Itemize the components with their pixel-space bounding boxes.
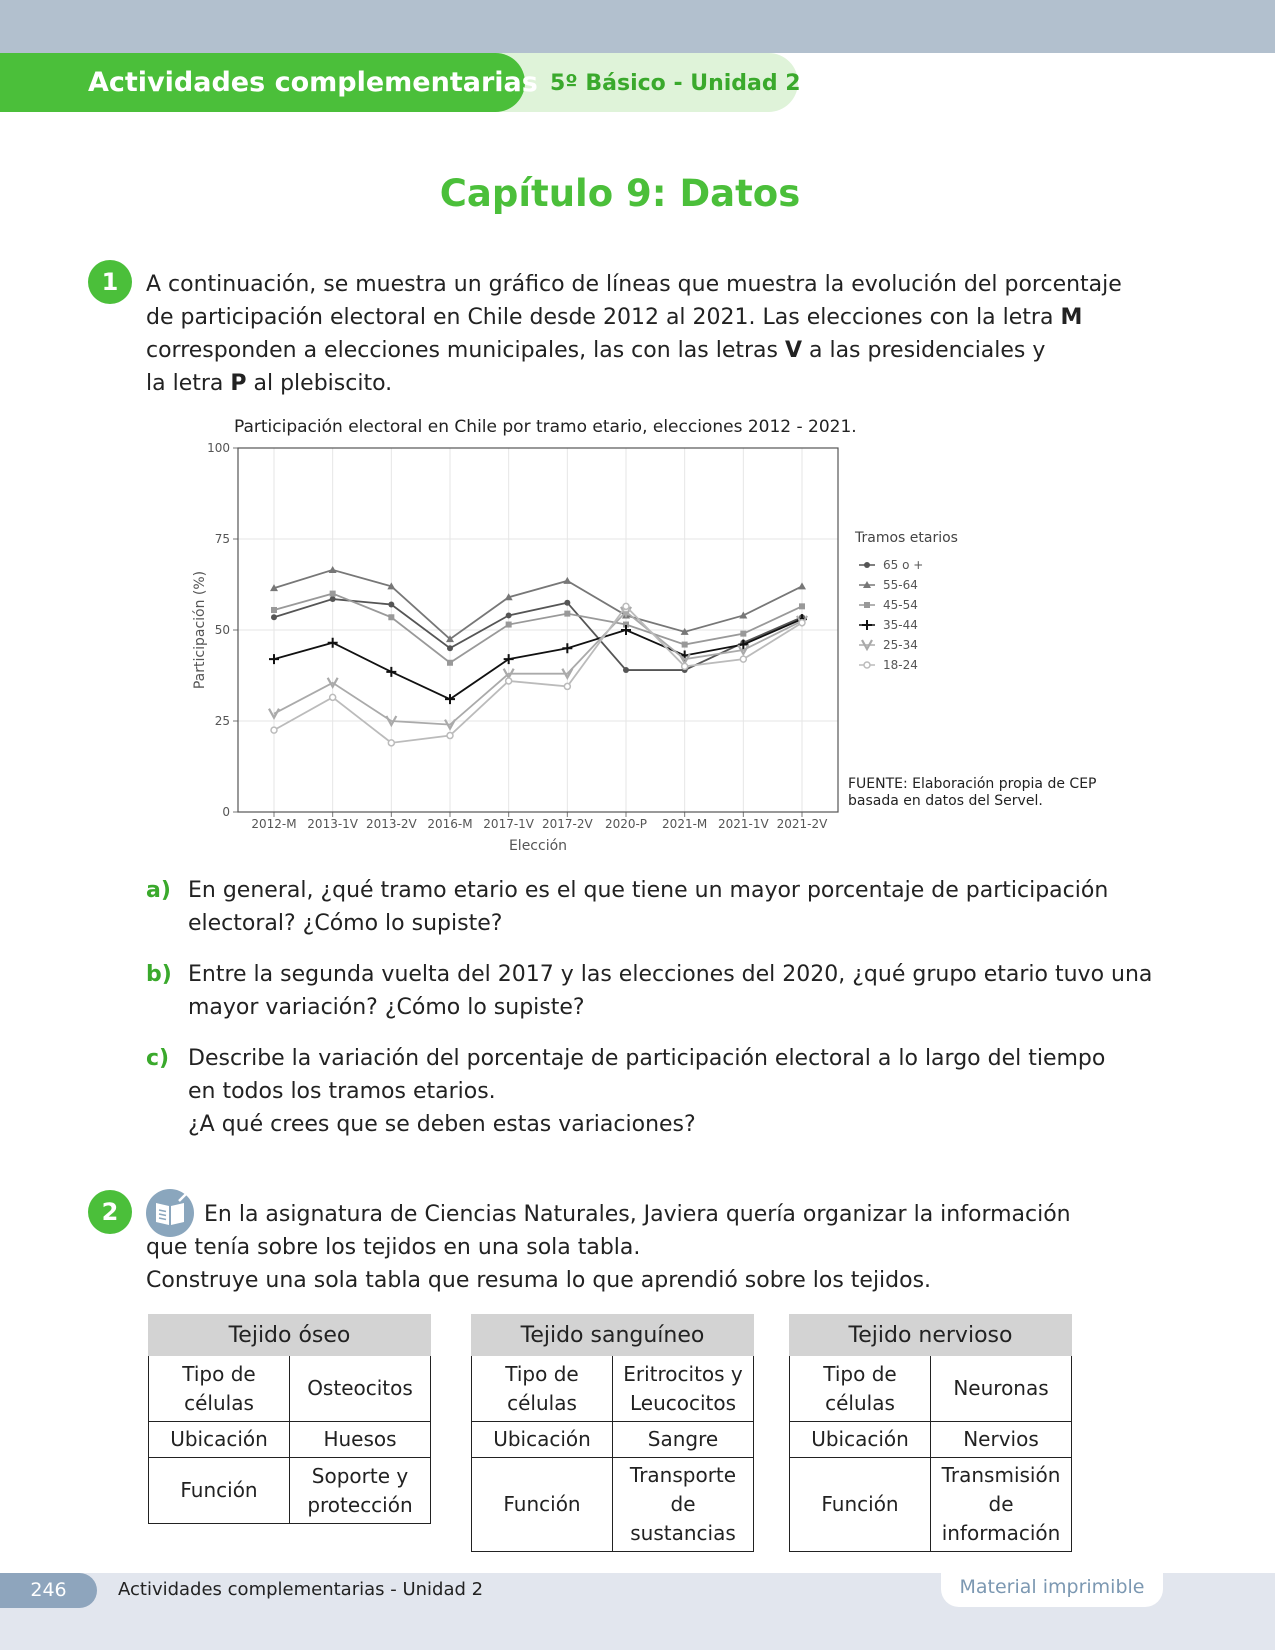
question-a-label: a) bbox=[146, 878, 171, 903]
data-point bbox=[329, 566, 337, 573]
table-cell: Nervios bbox=[931, 1422, 1072, 1458]
exercise-1-line-1: A continuación, se muestra un gráfico de líneas que muestra la evolución del porcentaje bbox=[146, 272, 1122, 297]
participation-chart bbox=[180, 410, 1110, 860]
legend-label: 18-24 bbox=[883, 658, 918, 672]
data-point bbox=[386, 667, 396, 677]
exercise-2-line-3: Construye una sola tabla que resuma lo que aprendió sobre los tejidos. bbox=[146, 1268, 932, 1293]
legend-label: 45-54 bbox=[883, 598, 918, 612]
table-cell: Transporte de sustancias bbox=[613, 1458, 754, 1552]
footer bbox=[0, 1573, 1275, 1650]
y-tick-label: 25 bbox=[214, 714, 230, 728]
x-tick-label: 2013-1V bbox=[307, 817, 359, 831]
series-line-3 bbox=[274, 619, 802, 699]
data-point bbox=[328, 638, 338, 648]
table-title: Tejido nervioso bbox=[790, 1315, 1072, 1356]
table-cell: Función bbox=[790, 1458, 931, 1552]
x-tick-label: 2013-2V bbox=[365, 817, 417, 831]
x-tick-label: 2021-2V bbox=[776, 817, 828, 831]
question-b bbox=[146, 958, 1156, 1024]
data-point bbox=[504, 654, 514, 664]
data-point bbox=[447, 660, 453, 666]
data-point bbox=[682, 663, 688, 669]
data-point bbox=[330, 694, 336, 700]
data-point bbox=[330, 596, 336, 602]
printable-material-tab: Material imprimible bbox=[941, 1567, 1163, 1607]
series-line-4 bbox=[274, 612, 802, 725]
table-cell: Huesos bbox=[290, 1422, 431, 1458]
table-title: Tejido óseo bbox=[149, 1315, 431, 1356]
data-point bbox=[740, 656, 746, 662]
question-b-text: Entre la segunda vuelta del 2017 y las elecciones del 2020, ¿qué grupo etario tuvo una mayor variación? ¿Cómo lo supiste? bbox=[188, 962, 1153, 1020]
question-a-text: En general, ¿qué tramo etario es el que tiene un mayor porcentaje de participación electoral? ¿Cómo lo supiste? bbox=[188, 878, 1109, 936]
exercise-2-number: 2 bbox=[88, 1190, 132, 1234]
legend-label: 55-64 bbox=[883, 578, 918, 592]
table-cell: Transmisión de información bbox=[931, 1458, 1072, 1552]
data-point bbox=[564, 611, 570, 617]
data-point bbox=[682, 642, 688, 648]
legend-marker bbox=[864, 602, 870, 608]
data-point bbox=[330, 591, 336, 597]
data-point bbox=[799, 620, 805, 626]
line-chart-svg bbox=[180, 410, 1110, 860]
data-point bbox=[271, 727, 277, 733]
data-point bbox=[271, 614, 277, 620]
data-point bbox=[564, 600, 570, 606]
exercise-1-number: 1 bbox=[88, 260, 132, 304]
table-cell: Ubicación bbox=[790, 1422, 931, 1458]
footer-text: Actividades complementarias - Unidad 2 bbox=[118, 1579, 484, 1600]
y-tick-label: 100 bbox=[207, 441, 230, 455]
table-tejido-oseo bbox=[148, 1314, 431, 1524]
table-cell: Sangre bbox=[613, 1422, 754, 1458]
top-band bbox=[0, 0, 1275, 53]
y-tick-label: 0 bbox=[222, 805, 230, 819]
y-tick-label: 75 bbox=[214, 532, 230, 546]
data-point bbox=[563, 577, 571, 584]
legend-label: 65 o + bbox=[883, 558, 924, 572]
series-line-0 bbox=[274, 599, 802, 670]
data-point bbox=[506, 622, 512, 628]
data-point bbox=[799, 603, 805, 609]
table-cell: Función bbox=[149, 1458, 290, 1524]
data-point bbox=[445, 694, 455, 704]
data-point bbox=[271, 607, 277, 613]
x-tick-label: 2017-1V bbox=[483, 817, 535, 831]
data-point bbox=[740, 631, 746, 637]
table-cell: Soporte y protección bbox=[290, 1458, 431, 1524]
data-point bbox=[388, 602, 394, 608]
question-c-text: Describe la variación del porcentaje de participación electoral a lo largo del tiempo en todos los tramos etarios. ¿A qué crees que se deben estas variaciones? bbox=[188, 1046, 1106, 1137]
header-title-pill bbox=[0, 53, 538, 112]
chart-source: basada en datos del Servel. bbox=[848, 793, 1043, 809]
x-axis-label: Elección bbox=[508, 838, 568, 854]
exercise-2-line-1: En la asignatura de Ciencias Naturales, Javiera quería organizar la información bbox=[204, 1202, 1071, 1227]
exercise-1-text bbox=[146, 268, 1206, 400]
x-tick-label: 2017-2V bbox=[541, 817, 593, 831]
y-axis-label: Participación (%) bbox=[192, 570, 208, 690]
exercise-1-line-3: corresponden a elecciones municipales, las con las letras V a las presidenciales y bbox=[146, 338, 1046, 363]
data-point bbox=[506, 612, 512, 618]
series-line-1 bbox=[274, 570, 802, 639]
series-line-5 bbox=[274, 606, 802, 743]
legend-title: Tramos etarios bbox=[855, 530, 958, 546]
table-tejido-nervioso bbox=[789, 1314, 1072, 1552]
x-tick-label: 2021-M bbox=[662, 817, 708, 831]
data-point bbox=[564, 683, 570, 689]
data-point bbox=[798, 582, 806, 589]
table-title: Tejido sanguíneo bbox=[472, 1315, 754, 1356]
x-tick-label: 2016-M bbox=[427, 817, 473, 831]
page-number: 246 bbox=[0, 1573, 97, 1608]
chart-source: FUENTE: Elaboración propia de CEP bbox=[848, 776, 1097, 792]
x-tick-label: 2021-1V bbox=[717, 817, 769, 831]
data-point bbox=[388, 614, 394, 620]
exercise-2-line-2: que tenía sobre los tejidos en una sola tabla. bbox=[146, 1235, 641, 1260]
table-cell: Tipo de células bbox=[149, 1356, 290, 1422]
table-cell: Tipo de células bbox=[472, 1356, 613, 1422]
exercise-2-text bbox=[146, 1198, 1206, 1297]
data-point bbox=[447, 645, 453, 651]
data-point bbox=[506, 678, 512, 684]
chart-title: Participación electoral en Chile por tramo etario, elecciones 2012 - 2021. bbox=[234, 417, 857, 437]
table-cell: Neuronas bbox=[931, 1356, 1072, 1422]
data-point bbox=[447, 733, 453, 739]
data-point bbox=[623, 603, 629, 609]
table-cell: Osteocitos bbox=[290, 1356, 431, 1422]
data-point bbox=[388, 740, 394, 746]
data-point bbox=[623, 667, 629, 673]
legend-marker bbox=[862, 620, 872, 630]
y-tick-label: 50 bbox=[214, 623, 230, 637]
table-tejido-sanguineo bbox=[471, 1314, 754, 1552]
header-title: Actividades complementarias bbox=[88, 67, 538, 98]
question-a bbox=[146, 874, 1156, 940]
x-tick-label: 2012-M bbox=[251, 817, 297, 831]
table-cell: Tipo de células bbox=[790, 1356, 931, 1422]
legend-marker bbox=[864, 562, 870, 568]
data-point bbox=[562, 643, 572, 653]
table-cell: Función bbox=[472, 1458, 613, 1552]
question-c-label: c) bbox=[146, 1046, 170, 1071]
x-tick-label: 2020-P bbox=[604, 817, 648, 831]
legend-label: 25-34 bbox=[883, 638, 918, 652]
exercise-1-line-4: la letra P al plebiscito. bbox=[146, 371, 393, 396]
data-point bbox=[269, 654, 279, 664]
header-subtitle: 5º Básico - Unidad 2 bbox=[550, 71, 801, 96]
table-cell: Ubicación bbox=[472, 1422, 613, 1458]
table-cell: Ubicación bbox=[149, 1422, 290, 1458]
legend-marker bbox=[864, 662, 870, 668]
question-c bbox=[146, 1042, 1156, 1141]
exercise-1-line-2: de participación electoral en Chile desde 2012 al 2021. Las elecciones con la letra M bbox=[146, 305, 1083, 330]
chapter-title: Capítulo 9: Datos bbox=[439, 172, 801, 215]
table-cell: Eritrocitos y Leucocitos bbox=[613, 1356, 754, 1422]
legend-label: 35-44 bbox=[883, 618, 918, 632]
question-b-label: b) bbox=[146, 962, 172, 987]
